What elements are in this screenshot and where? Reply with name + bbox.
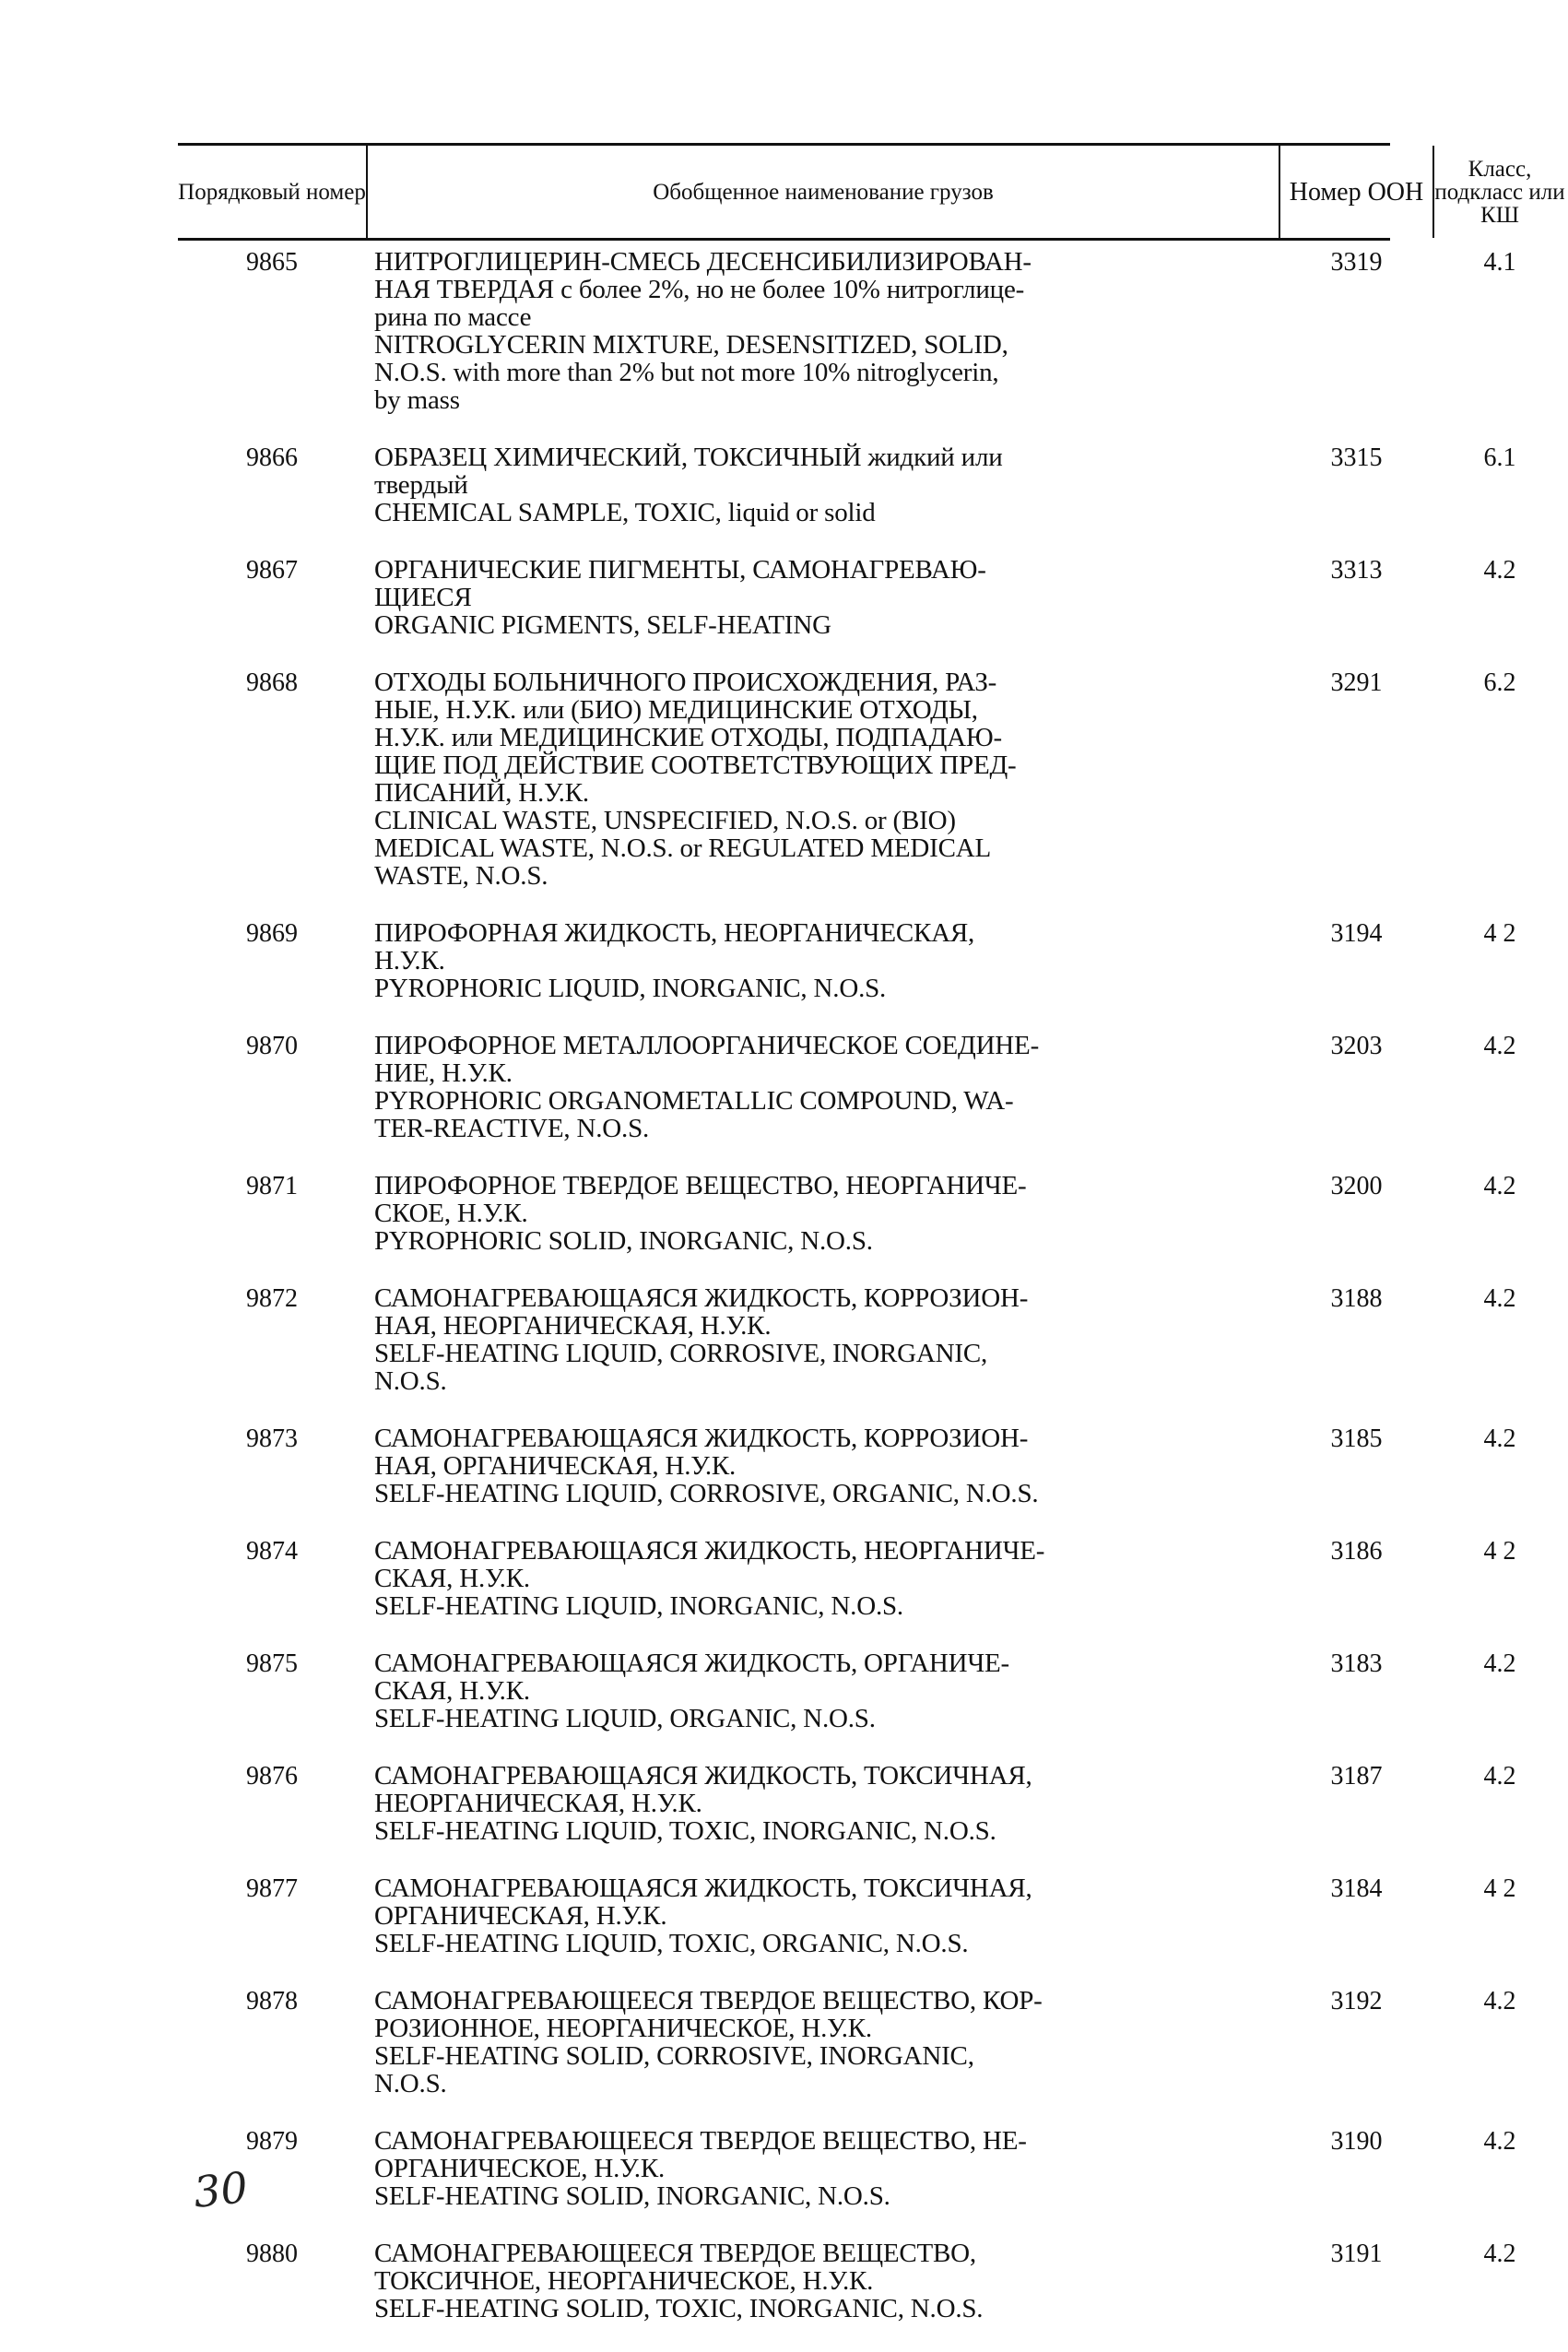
row-class: 4 2 bbox=[1483, 1874, 1516, 1903]
row-serial-number: 9874 bbox=[246, 1537, 298, 1566]
table-row bbox=[178, 918, 1516, 1003]
row-cargo-name bbox=[374, 443, 1093, 526]
header-un-number: Номер ООН bbox=[1289, 177, 1424, 207]
cargo-name-russian: НИТРОГЛИЦЕРИН-СМЕСЬ ДЕСЕНСИБИЛИЗИРОВАН- НАЯ ТВЕРДАЯ с более 2%, но не более 10% нитроглице- рина по массе bbox=[374, 247, 1032, 332]
cargo-name-english: SELF-HEATING SOLID, CORROSIVE, INORGANIC, N.O.S. bbox=[374, 2041, 974, 2098]
row-serial-number: 9877 bbox=[246, 1874, 298, 1903]
table-row bbox=[178, 1986, 1516, 2098]
row-cargo-name bbox=[374, 1284, 1093, 1395]
table-body bbox=[178, 247, 1516, 2323]
cargo-name-english: SELF-HEATING SOLID, INORGANIC, N.O.S. bbox=[374, 2181, 890, 2211]
row-cargo-name bbox=[374, 668, 1093, 890]
cargo-name-russian: САМОНАГРЕВАЮЩАЯСЯ ЖИДКОСТЬ, ТОКСИЧНАЯ, НЕОРГАНИЧЕСКАЯ, Н.У.К. bbox=[374, 1761, 1032, 1818]
row-un-number: 3319 bbox=[1330, 248, 1383, 277]
row-serial-number: 9867 bbox=[246, 556, 298, 585]
row-serial-number: 9869 bbox=[246, 919, 298, 948]
table-row bbox=[178, 668, 1516, 891]
row-class: 4.2 bbox=[1483, 1032, 1516, 1060]
row-un-number: 3313 bbox=[1330, 556, 1383, 585]
cargo-name-english: SELF-HEATING LIQUID, TOXIC, ORGANIC, N.O.S. bbox=[374, 1929, 969, 1958]
cargo-name-russian: ПИРОФОРНОЕ МЕТАЛЛООРГАНИЧЕСКОЕ СОЕДИНЕ- НИЕ, Н.У.К. bbox=[374, 1031, 1040, 1088]
row-un-number: 3203 bbox=[1330, 1032, 1383, 1060]
table-row bbox=[178, 1761, 1516, 1846]
row-cargo-name bbox=[374, 1762, 1093, 1845]
row-cargo-name bbox=[374, 2240, 1093, 2322]
handwritten-page-mark: 30 bbox=[191, 2162, 251, 2217]
cargo-name-russian: САМОНАГРЕВАЮЩЕЕСЯ ТВЕРДОЕ ВЕЩЕСТВО, НЕ- ОРГАНИЧЕСКОЕ, Н.У.К. bbox=[374, 2126, 1027, 2183]
cargo-name-russian: САМОНАГРЕВАЮЩЕЕСЯ ТВЕРДОЕ ВЕЩЕСТВО, КОР- РОЗИОННОЕ, НЕОРГАНИЧЕСКОЕ, Н.У.К. bbox=[374, 1986, 1043, 2043]
cargo-name-english: SELF-HEATING LIQUID, TOXIC, INORGANIC, N.O.S. bbox=[374, 1816, 996, 1846]
row-cargo-name bbox=[374, 1874, 1093, 1957]
cargo-name-russian: ОРГАНИЧЕСКИЕ ПИГМЕНТЫ, САМОНАГРЕВАЮ- ЩИЕСЯ bbox=[374, 555, 986, 612]
row-class: 4.2 bbox=[1483, 556, 1516, 585]
row-serial-number: 9878 bbox=[246, 1987, 298, 2015]
row-serial-number: 9880 bbox=[246, 2240, 298, 2268]
row-serial-number: 9865 bbox=[246, 248, 298, 277]
cargo-name-english: PYROPHORIC LIQUID, INORGANIC, N.O.S. bbox=[374, 974, 887, 1003]
row-class: 4.1 bbox=[1483, 248, 1516, 277]
table-row bbox=[178, 1424, 1516, 1508]
row-un-number: 3184 bbox=[1330, 1874, 1383, 1903]
cargo-name-russian: САМОНАГРЕВАЮЩАЯСЯ ЖИДКОСТЬ, ОРГАНИЧЕ- СКАЯ, Н.У.К. bbox=[374, 1649, 1009, 1706]
row-un-number: 3192 bbox=[1330, 1987, 1383, 2015]
row-serial-number: 9871 bbox=[246, 1172, 298, 1200]
header-serial-number: Порядковый номер bbox=[178, 179, 366, 205]
row-class: 4 2 bbox=[1483, 1537, 1516, 1566]
cargo-name-english: SELF-HEATING LIQUID, CORROSIVE, ORGANIC, N.O.S. bbox=[374, 1479, 1039, 1508]
table-row bbox=[178, 247, 1516, 415]
cargo-name-english: NITROGLYCERIN MIXTURE, DESENSITIZED, SOLID, N.O.S. with more than 2% but not more 10% nitroglycerin, by mass bbox=[374, 330, 1008, 415]
cargo-name-russian: САМОНАГРЕВАЮЩАЯСЯ ЖИДКОСТЬ, НЕОРГАНИЧЕ- СКАЯ, Н.У.К. bbox=[374, 1536, 1045, 1593]
cargo-name-english: SELF-HEATING LIQUID, ORGANIC, N.O.S. bbox=[374, 1704, 876, 1733]
cargo-name-english: PYROPHORIC ORGANOMETALLIC COMPOUND, WA- TER-REACTIVE, N.O.S. bbox=[374, 1086, 1014, 1143]
row-un-number: 3185 bbox=[1330, 1424, 1383, 1453]
cargo-name-russian: ПИРОФОРНОЕ ТВЕРДОЕ ВЕЩЕСТВО, НЕОРГАНИЧЕ- СКОЕ, Н.У.К. bbox=[374, 1171, 1027, 1228]
row-serial-number: 9866 bbox=[246, 443, 298, 472]
row-serial-number: 9870 bbox=[246, 1032, 298, 1060]
row-class: 4.2 bbox=[1483, 2127, 1516, 2156]
cargo-name-english: PYROPHORIC SOLID, INORGANIC, N.O.S. bbox=[374, 1226, 873, 1256]
row-cargo-name bbox=[374, 2127, 1093, 2210]
row-cargo-name bbox=[374, 248, 1093, 414]
row-serial-number: 9879 bbox=[246, 2127, 298, 2156]
cargo-name-english: SELF-HEATING LIQUID, INORGANIC, N.O.S. bbox=[374, 1591, 903, 1621]
row-class: 6.1 bbox=[1483, 443, 1516, 472]
row-class: 4.2 bbox=[1483, 1284, 1516, 1313]
cargo-name-russian: ОБРАЗЕЦ ХИМИЧЕСКИЙ, ТОКСИЧНЫЙ жидкий или твердый bbox=[374, 443, 1003, 500]
cargo-name-russian: ОТХОДЫ БОЛЬНИЧНОГО ПРОИСХОЖДЕНИЯ, РАЗ- НЫЕ, Н.У.К. или (БИО) МЕДИЦИНСКИЕ ОТХОДЫ, Н.У.К. или МЕДИЦИНСКИЕ ОТХОДЫ, ПОДПАДАЮ- ЩИЕ ПОД ДЕЙСТВИЕ СООТВЕТСТВУЮЩИХ ПРЕД- ПИСАНИЙ, Н.У.К. bbox=[374, 668, 1017, 808]
row-un-number: 3200 bbox=[1330, 1172, 1383, 1200]
row-serial-number: 9872 bbox=[246, 1284, 298, 1313]
row-class: 4 2 bbox=[1483, 919, 1516, 948]
header-cargo-name: Обобщенное наименование грузов bbox=[653, 179, 994, 205]
row-class: 4.2 bbox=[1483, 1172, 1516, 1200]
row-serial-number: 9873 bbox=[246, 1424, 298, 1453]
cargo-name-english: SELF-HEATING LIQUID, CORROSIVE, INORGANIC, N.O.S. bbox=[374, 1339, 988, 1396]
row-un-number: 3190 bbox=[1330, 2127, 1383, 2156]
cargo-name-russian: САМОНАГРЕВАЮЩАЯСЯ ЖИДКОСТЬ, ТОКСИЧНАЯ, ОРГАНИЧЕСКАЯ, Н.У.К. bbox=[374, 1873, 1032, 1931]
cargo-name-english: CHEMICAL SAMPLE, TOXIC, liquid or solid bbox=[374, 498, 876, 527]
cargo-name-english: SELF-HEATING SOLID, TOXIC, INORGANIC, N.O.S. bbox=[374, 2294, 984, 2323]
row-cargo-name bbox=[374, 919, 1093, 1002]
table-row bbox=[178, 555, 1516, 640]
table-row bbox=[178, 443, 1516, 527]
row-cargo-name bbox=[374, 1537, 1093, 1620]
row-un-number: 3188 bbox=[1330, 1284, 1383, 1313]
table-row bbox=[178, 1873, 1516, 1958]
row-class: 4.2 bbox=[1483, 1987, 1516, 2015]
table-row bbox=[178, 2126, 1516, 2211]
row-serial-number: 9868 bbox=[246, 668, 298, 697]
table-row bbox=[178, 1031, 1516, 1143]
table-row bbox=[178, 2239, 1516, 2323]
table-header bbox=[178, 143, 1565, 241]
row-un-number: 3183 bbox=[1330, 1649, 1383, 1678]
table-row bbox=[178, 1283, 1516, 1396]
table-row bbox=[178, 1536, 1516, 1621]
row-cargo-name bbox=[374, 1032, 1093, 1142]
row-cargo-name bbox=[374, 1172, 1093, 1255]
cargo-name-russian: САМОНАГРЕВАЮЩАЯСЯ ЖИДКОСТЬ, КОРРОЗИОН- НАЯ, ОРГАНИЧЕСКАЯ, Н.У.К. bbox=[374, 1424, 1029, 1481]
row-un-number: 3186 bbox=[1330, 1537, 1383, 1566]
cargo-name-russian: ПИРОФОРНАЯ ЖИДКОСТЬ, НЕОРГАНИЧЕСКАЯ, Н.У.К. bbox=[374, 918, 975, 975]
row-un-number: 3194 bbox=[1330, 919, 1383, 948]
row-un-number: 3191 bbox=[1330, 2240, 1383, 2268]
row-class: 4.2 bbox=[1483, 1424, 1516, 1453]
row-cargo-name bbox=[374, 1424, 1093, 1507]
row-cargo-name bbox=[374, 1987, 1093, 2098]
header-class: Класс, подкласс или КШ bbox=[1434, 156, 1565, 228]
row-class: 6.2 bbox=[1483, 668, 1516, 697]
row-class: 4.2 bbox=[1483, 2240, 1516, 2268]
row-un-number: 3315 bbox=[1330, 443, 1383, 472]
row-class: 4.2 bbox=[1483, 1762, 1516, 1791]
table-row bbox=[178, 1171, 1516, 1256]
row-cargo-name bbox=[374, 1649, 1093, 1732]
cargo-table bbox=[178, 143, 1565, 2352]
table-row bbox=[178, 1649, 1516, 1733]
cargo-name-english: ORGANIC PIGMENTS, SELF-HEATING bbox=[374, 610, 831, 640]
row-serial-number: 9875 bbox=[246, 1649, 298, 1678]
cargo-name-russian: САМОНАГРЕВАЮЩАЯСЯ ЖИДКОСТЬ, КОРРОЗИОН- НАЯ, НЕОРГАНИЧЕСКАЯ, Н.У.К. bbox=[374, 1283, 1029, 1341]
row-un-number: 3187 bbox=[1330, 1762, 1383, 1791]
row-cargo-name bbox=[374, 556, 1093, 639]
row-un-number: 3291 bbox=[1330, 668, 1383, 697]
cargo-name-english: CLINICAL WASTE, UNSPECIFIED, N.O.S. or (BIO) MEDICAL WASTE, N.O.S. or REGULATED MEDICAL WASTE, N.O.S. bbox=[374, 806, 992, 891]
cargo-name-russian: САМОНАГРЕВАЮЩЕЕСЯ ТВЕРДОЕ ВЕЩЕСТВО, ТОКСИЧНОЕ, НЕОРГАНИЧЕСКОЕ, Н.У.К. bbox=[374, 2239, 976, 2296]
row-serial-number: 9876 bbox=[246, 1762, 298, 1791]
row-class: 4.2 bbox=[1483, 1649, 1516, 1678]
